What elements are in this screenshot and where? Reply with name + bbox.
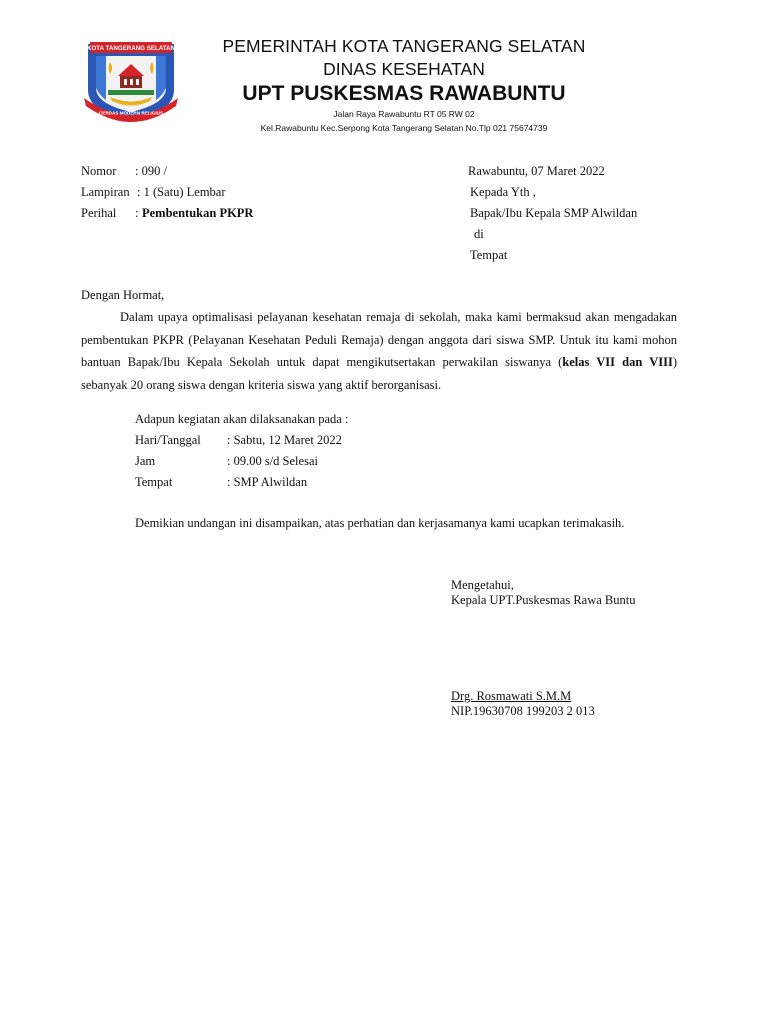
schedule-place-value: : SMP Alwildan — [227, 475, 308, 489]
body-paragraph — [81, 306, 677, 396]
body-text-before-bold: Dalam upaya optimalisasi pelayanan kesehatan remaja di sekolah, maka kami bermaksud akan mengadakan pembentukan PKPR (Pelayanan Kesehatan Peduli Remaja) dengan anggota dari siswa SMP. Untuk itu kami mohon bantuan Bapak/Ibu Kepala Sekolah untuk dapat mengikutsertakan perwakilan siswanya ( — [81, 310, 677, 369]
nomor-value: : 090 / — [135, 164, 167, 178]
schedule-place-label: Tempat — [135, 475, 173, 489]
lampiran-label: Lampiran — [81, 185, 130, 199]
signature-nip: NIP.19630708 199203 2 013 — [451, 704, 595, 718]
signature-name: Drg. Rosmawati S.M.M — [451, 689, 572, 703]
nomor-label: Nomor — [81, 164, 117, 178]
body-text-after-bold: ) sebanyak 20 orang siswa dengan kriteria siswa yang aktif berorganisasi. — [81, 355, 677, 392]
recipient-addressee: Bapak/Ibu Kepala SMP Alwildan — [470, 206, 638, 220]
letterhead-contact: Kel.Rawabuntu Kec.Serpong Kota Tangerang Selatan No.Tlp 021 75674739 — [260, 123, 548, 133]
lampiran-value: : 1 (Satu) Lembar — [137, 185, 226, 199]
place-date: Rawabuntu, 07 Maret 2022 — [468, 164, 605, 178]
svg-text:KOTA TANGERANG SELATAN: KOTA TANGERANG SELATAN — [87, 45, 175, 52]
letterhead-institution: UPT PUSKESMAS RAWABUNTU — [242, 82, 566, 105]
svg-text:CERDAS MODERN RELIGIUS: CERDAS MODERN RELIGIUS — [98, 110, 164, 116]
body-text-bold: kelas VII dan VIII — [562, 355, 673, 369]
schedule-time-label: Jam — [135, 454, 156, 468]
perihal-label: Perihal — [81, 206, 117, 220]
schedule-date-value: : Sabtu, 12 Maret 2022 — [227, 433, 342, 447]
letterhead-department: DINAS KESEHATAN — [323, 59, 485, 79]
schedule-date-label: Hari/Tanggal — [135, 433, 201, 447]
signature-acknowledged: Mengetahui, — [451, 578, 514, 592]
recipient-di: di — [474, 227, 484, 241]
perihal-value: Pembentukan PKPR — [142, 206, 254, 220]
schedule-intro: Adapun kegiatan akan dilaksanakan pada : — [135, 412, 349, 426]
perihal-colon: : — [135, 206, 139, 220]
letterhead-address: Jalan Raya Rawabuntu RT 05 RW 02 — [333, 109, 475, 119]
schedule-time-value: : 09.00 s/d Selesai — [227, 454, 318, 468]
letterhead-government: PEMERINTAH KOTA TANGERANG SELATAN — [222, 36, 586, 56]
salutation: Dengan Hormat, — [81, 288, 165, 302]
closing-sentence: Demikian undangan ini disampaikan, atas perhatian dan kerjasamanya kami ucapkan terimakasih. — [135, 516, 625, 530]
signature-position: Kepala UPT.Puskesmas Rawa Buntu — [451, 593, 636, 607]
recipient-tempat: Tempat — [470, 248, 508, 262]
recipient-kepada: Kepada Yth , — [470, 185, 536, 199]
